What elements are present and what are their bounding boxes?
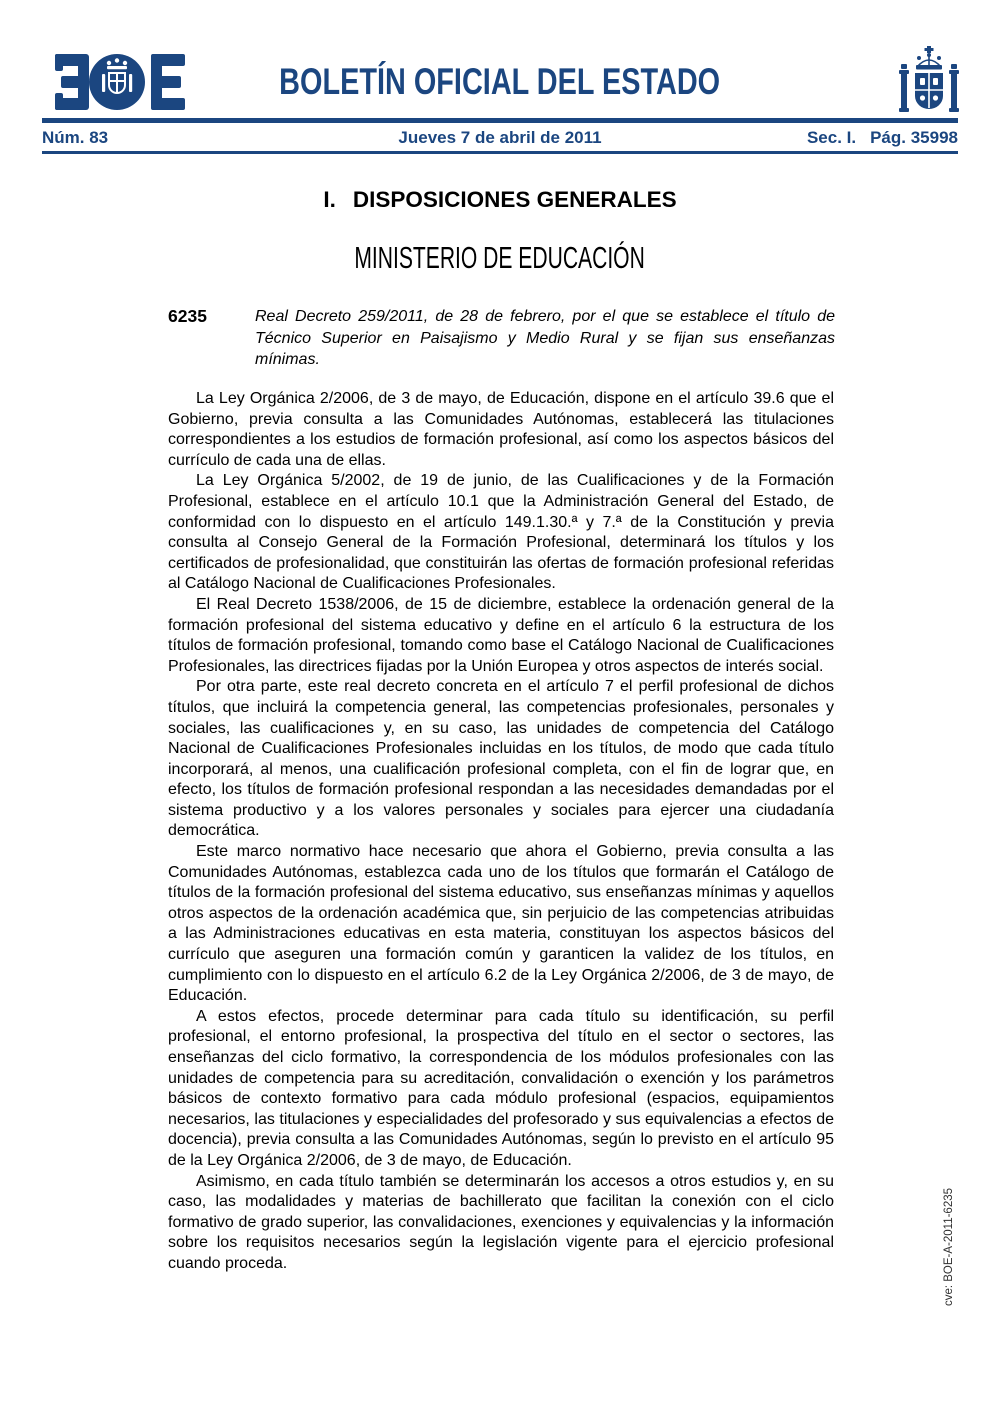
decree-body (168, 389, 834, 1275)
section-label: Sec. I. (806, 128, 857, 147)
paragraph: Por otra parte, este real decreto concreta en el artículo 7 el perfil profesional de dichos títulos, que incluirá la competencia general, las competencias profesionales, personales y sociales, las cualificaciones y, en su caso, las unidades de competencia del Catálogo Nacional de Cualificaciones Profesionales incluidas en los títulos, de modo que cada título incorporará, al menos, una cualificación profesional completa, con el fin de lograr que, en efecto, los títulos de formación profesional respondan a las necesidades demandadas por el sistema productivo y a los valores personales y sociales para ejercer una ciudadanía democrática. (168, 678, 834, 840)
section-and-page (807, 127, 958, 148)
paragraph: Asimismo, en cada título también se determinarán los accesos a otros estudios y, en su caso, las modalidades y materias de bachillerato que facilitan la conexión con el ciclo formativo de grado superior, las convalidaciones, exenciones y equivalencias y la información sobre los requisitos necesarios según la legislación vigente para el ejercicio profesional cuando proceda. (168, 1172, 834, 1272)
section-title: DISPOSICIONES GENERALES (352, 187, 677, 212)
decree-title: Real Decreto 259/2011, de 28 de febrero, por el que se establece el título de Técnico Superior en Paisajismo y Medio Rural y se fijan sus enseñanzas mínimas. (255, 308, 835, 369)
section-heading (0, 187, 1000, 213)
spain-coat-of-arms-icon (898, 46, 960, 126)
decree-item (168, 306, 835, 371)
paragraph: La Ley Orgánica 5/2002, de 19 de junio, de las Cualificaciones y de la Formación Profesional, establece en el artículo 10.1 que la Administración General del Estado, de conformidad con lo dispuesto en el artículo 149.1.30.ª y 7.ª de la Constitución y previa consulta al Consejo General de la Formación Profesional, determinará los títulos y los certificados de profesionalidad, que constituirán las ofertas de formación profesional referidas al Catálogo Nacional de Cualificaciones Profesionales. (168, 472, 834, 593)
decree-number: 6235 (168, 306, 207, 326)
paragraph: La Ley Orgánica 2/2006, de 3 de mayo, de Educación, dispone en el artículo 39.6 que el Gobierno, previa consulta a las Comunidades Autónomas, establecerá las titulaciones correspondientes a los estudios de formación profesional, así como los aspectos básicos del currículo de cada una de ellas. (168, 390, 834, 469)
gazette-title: BOLETÍN OFICIAL DEL ESTADO (279, 61, 721, 102)
paragraph: Este marco normativo hace necesario que ahora el Gobierno, previa consulta a las Comunidades Autónomas, establezca cada uno de los títulos que formarán el Catálogo de títulos de la formación profesional del sistema educativo, sus enseñanzas mínimas y aquellos otros aspectos de la ordenación académica que, sin perjuicio de las competencias atribuidas a las Administraciones educativas en esta materia, constituyan los aspectos básicos del currículo que aseguren una formación común y garanticen la validez de los títulos, en cumplimiento con lo dispuesto en el artículo 6.2 de la Ley Orgánica 2/2006, de 3 de mayo, de Educación. (168, 843, 834, 1005)
paragraph: El Real Decreto 1538/2006, de 15 de diciembre, establece la ordenación general de la formación profesional del sistema educativo y define en el artículo 6 la estructura de los títulos de formación profesional, tomando como base el Catálogo Nacional de Cualificaciones Profesionales, las directrices fijadas por la Unión Europea y otros aspectos de interés social. (168, 595, 834, 675)
cve-code: cve: BOE-A-2011-6235 (943, 1187, 955, 1307)
page-number: Pág. 35998 (870, 128, 958, 147)
section-index: I. (323, 187, 336, 212)
ministry-heading: MINISTERIO DE EDUCACIÓN (354, 240, 646, 275)
header-rule-thick (42, 118, 958, 123)
header-rule-thin (42, 151, 958, 154)
paragraph: A estos efectos, procede determinar para cada título su identificación, su perfil profesional, el entorno profesional, la prospectiva del título en el sector o sectores, las enseñanzas del ciclo formativo, la correspondencia de los módulos profesionales con las unidades de competencia para su acreditación, convalidación o exención y los parámetros básicos de contexto formativo para cada módulo profesional (espacios, equipamientos necesarios, las titulaciones y especialidades del profesorado y sus equivalencias a efectos de docencia), previa consulta a las Comunidades Autónomas, según lo previsto en el artículo 95 de la Ley Orgánica 2/2006, de 3 de mayo, de Educación. (168, 1007, 834, 1169)
issue-date: Jueves 7 de abril de 2011 (398, 128, 602, 147)
header-info-bar (42, 127, 958, 148)
issue-number: Núm. 83 (42, 128, 109, 147)
